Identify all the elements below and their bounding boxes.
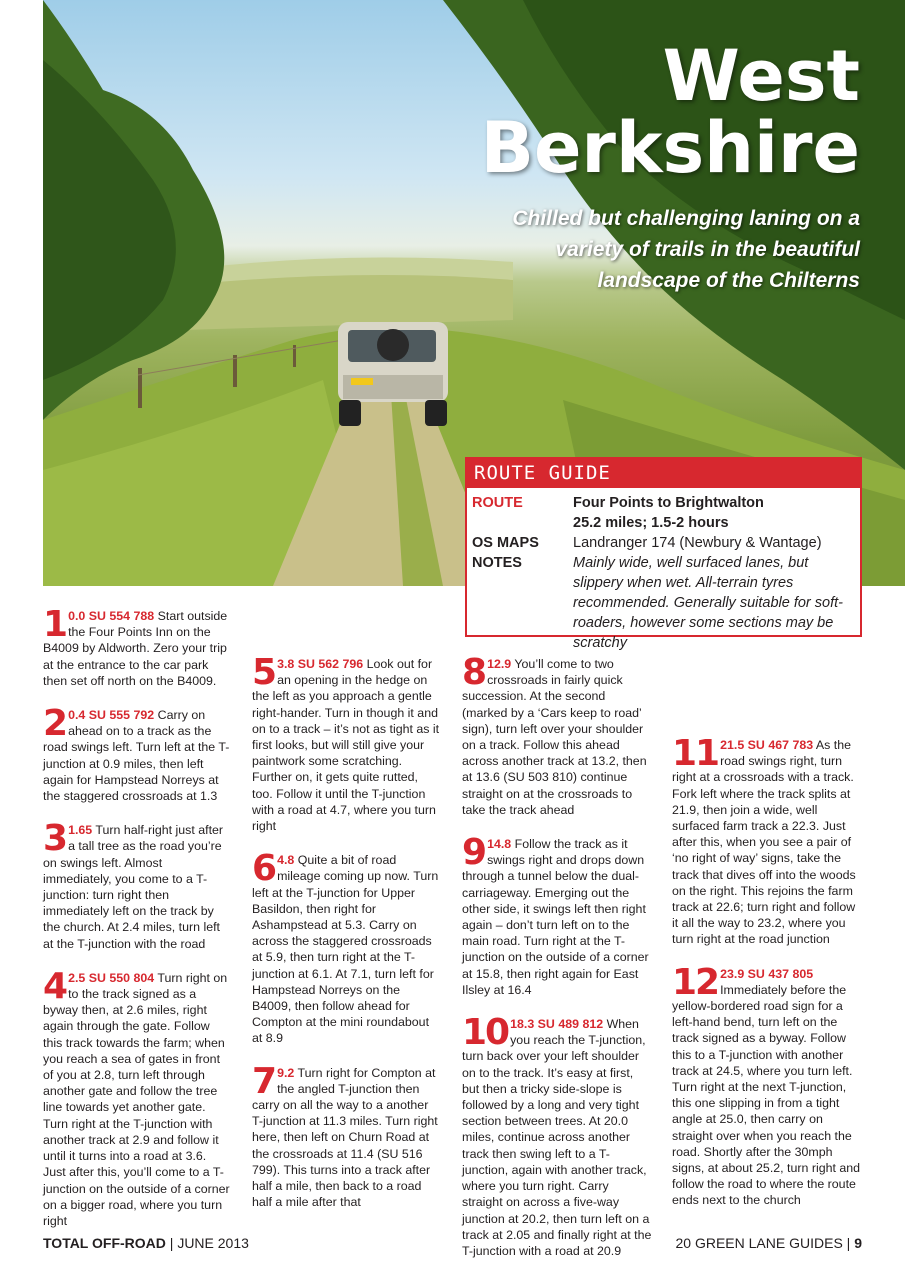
step-text: Turn half-right just after a tall tree as the road you’re on swings left. Almost immediately, you come to a T-junction: turn right then immediately left on the track by the church. At 2.4 miles, turn left at the T-junction with the road: [43, 823, 224, 951]
step-text: Look out for an opening in the hedge on the left as you approach a gentle right-hander. Turn in though it and on to a track – it’s not as tight as it first looks, but will still give your paintwork some scratching. Further on, it gets quite rutted, too. Follow it until the T-junction with a road at 4.7, where you turn right: [252, 657, 440, 834]
step-reference: 0.0 SU 554 788: [68, 609, 155, 623]
step-number: 8: [462, 652, 486, 693]
step-text: When you reach the T-junction, turn back over your left shoulder on to the track. It’s easy at first, but then a tricky side-slope is followed by a long and very tight section between trees. At 20.0 miles, continue across another track then swing left to a T-junction, again with another track, where you turn right. Carry straight on across a five-way junction at 20.2, then turn left on a track at 2.05 and finally right at the T-junction with a road at 20.9: [462, 1017, 652, 1258]
step-number: 5: [252, 652, 276, 693]
route-distance: 25.2 miles; 1.5-2 hours: [573, 515, 729, 531]
page-number: 9: [854, 1235, 862, 1251]
route-step: [43, 604, 231, 689]
text-column-2: [252, 652, 442, 1229]
route-step: [252, 652, 442, 834]
step-reference: 23.9 SU 437 805: [720, 966, 814, 981]
step-number: 7: [252, 1060, 276, 1102]
route-row: [467, 493, 860, 533]
page-subtitle: Chilled but challenging laning on a variety of trails in the beautiful landscape of the Chilterns: [512, 207, 860, 292]
step-reference: 4.8: [277, 853, 295, 868]
step-text: Carry on ahead on to a track as the road swings left. Turn left at the T-junction at 0.9 miles, then left again for Hampstead Norreys at the staggered crossroads at 1.3: [43, 708, 230, 804]
route-step: [252, 1060, 442, 1211]
text-column-4: [672, 733, 862, 1227]
route-step: [43, 818, 231, 952]
step-reference: 2.5 SU 550 804: [68, 970, 155, 985]
step-number: 11: [672, 733, 719, 774]
footer-magazine: TOTAL OFF-ROAD | JUNE 2013: [43, 1235, 249, 1251]
footer-series: 20 GREEN LANE GUIDES | 9: [675, 1235, 862, 1251]
text-column-1: [43, 604, 231, 1247]
title-line-1: West: [662, 35, 860, 117]
step-number: 10: [462, 1012, 509, 1054]
os-maps-value: Landranger 174 (Newbury & Wantage): [573, 535, 822, 551]
route-guide-box: [465, 457, 862, 651]
step-reference: 18.3 SU 489 812: [510, 1017, 604, 1032]
route-step: [672, 733, 862, 948]
step-reference: 1.65: [68, 823, 93, 838]
issue-date: JUNE 2013: [177, 1235, 249, 1251]
step-text: You’ll come to two crossroads in fairly quick succession. At the second (marked by a ‘Cars keep to road’ sign), turn left over your shoulder on a track. Follow this ahead across another track at 13.2, then at 13.6 (SU 503 810) continue straight on at the crossroads to take the track ahead: [462, 657, 647, 817]
step-number: 2: [43, 703, 67, 745]
page-title: [480, 35, 860, 189]
step-reference: 12.9: [487, 657, 512, 671]
route-step: [43, 703, 231, 804]
step-number: 3: [43, 818, 67, 860]
step-number: 4: [43, 965, 67, 1007]
step-text: Start outside the Four Points Inn on the B4009 by Aldworth. Zero your trip at the entrance to the car park then set off north on the B4009.: [43, 609, 228, 688]
step-number: 12: [672, 961, 719, 1003]
notes-value: Mainly wide, well surfaced lanes, but slippery when wet. All-terrain tyres recommended. Generally suitable for soft-roaders, however some sections may be scratchy: [573, 555, 843, 651]
os-maps-label: OS MAPS: [472, 535, 539, 551]
route-guide-heading: ROUTE GUIDE: [467, 459, 860, 488]
route-step: [43, 965, 231, 1229]
step-text: Quite a bit of road mileage coming up now. Turn left at the T-junction for Upper Basildon, then right for Ashampstead at 5.3. Carry on across the staggered crossroads at 5.9, then turn right at the T-junction at 6.1. At 7.1, turn left for Hampstead Norreys on the B4009, then follow ahead for Compton at the mini roundabout at 8.9: [252, 853, 439, 1046]
step-text: Immediately before the yellow-bordered road sign for a left-hand bend, turn left on the track signed as a byway. Follow this to a T-junction with another track at 24.5, where you turn left. Turn right at the next T-junction, this one slipping in from a tight angle at 25.0, then carry on straight over when you reach the road. Shortly after the 30mph signs, at about 25.2, turn right and follow the road to where the route ends next to the church: [672, 982, 861, 1208]
route-step: [462, 652, 652, 818]
magazine-name: TOTAL OFF-ROAD: [43, 1235, 166, 1251]
step-number: 9: [462, 832, 486, 874]
step-text: Turn right for Compton at the angled T-junction then carry on all the way to a another T-junction at 11.3 miles. Turn right here, then left on Churn Road at the crossroads at 11.4 (SU 516 799). This turns into a track after half a mile, then back to a road half a mile after that: [252, 1065, 438, 1210]
step-reference: 21.5 SU 467 783: [720, 738, 814, 752]
step-text: Turn right on to the track signed as a byway then, at 2.6 miles, right again through the gate. Follow this track towards the farm; when you reach a sea of gates in front of you at 2.8, turn left through another gate and follow the tree line towards yet another gate. Turn right at the T-junction with another track at 2.9 and follow it until it turns into a road at 3.6. Just after this, you’ll come to a T-junction on the outside of a corner on a bigger road, where you turn right: [43, 970, 230, 1228]
step-number: 6: [252, 848, 276, 890]
step-text: As the road swings right, turn right at a crossroads with a track. Fork left where the track splits at 21.9, then join a wide, well surfaced farm track a 22.3. Just after this, when you see a pair of ‘no right of way’ signs, take the track that dives off into the woods on the right. This rejoins the farm track at 22.6; turn right and follow it all the way to 23.2, where you turn right at the road junction: [672, 738, 856, 947]
title-line-2: Berkshire: [480, 107, 860, 189]
text-column-3: [462, 652, 652, 1277]
step-number: 1: [43, 604, 67, 645]
route-label: ROUTE: [472, 495, 523, 511]
notes-label: NOTES: [472, 555, 522, 571]
route-value: Four Points to Brightwalton: [573, 495, 764, 511]
notes-row: [467, 553, 860, 653]
route-step: [462, 1012, 652, 1259]
step-reference: 3.8 SU 562 796: [277, 657, 364, 671]
os-maps-row: [467, 533, 860, 553]
step-text: Follow the track as it swings right and drops down through a tunnel below the dual-carriageway. Emerging out the other side, it swings left then right again – don’t turn left on to the main road. Turn right at the T-junction on the outside of a corner at 15.8, then right again for East Ilsley at 16.4: [462, 837, 649, 997]
step-reference: 9.2: [277, 1065, 295, 1080]
step-reference: 0.4 SU 555 792: [68, 708, 155, 723]
step-reference: 14.8: [487, 837, 512, 852]
route-step: [462, 832, 652, 998]
series-name: 20 GREEN LANE GUIDES: [675, 1235, 843, 1251]
route-step: [252, 848, 442, 1046]
route-step: [672, 961, 862, 1209]
